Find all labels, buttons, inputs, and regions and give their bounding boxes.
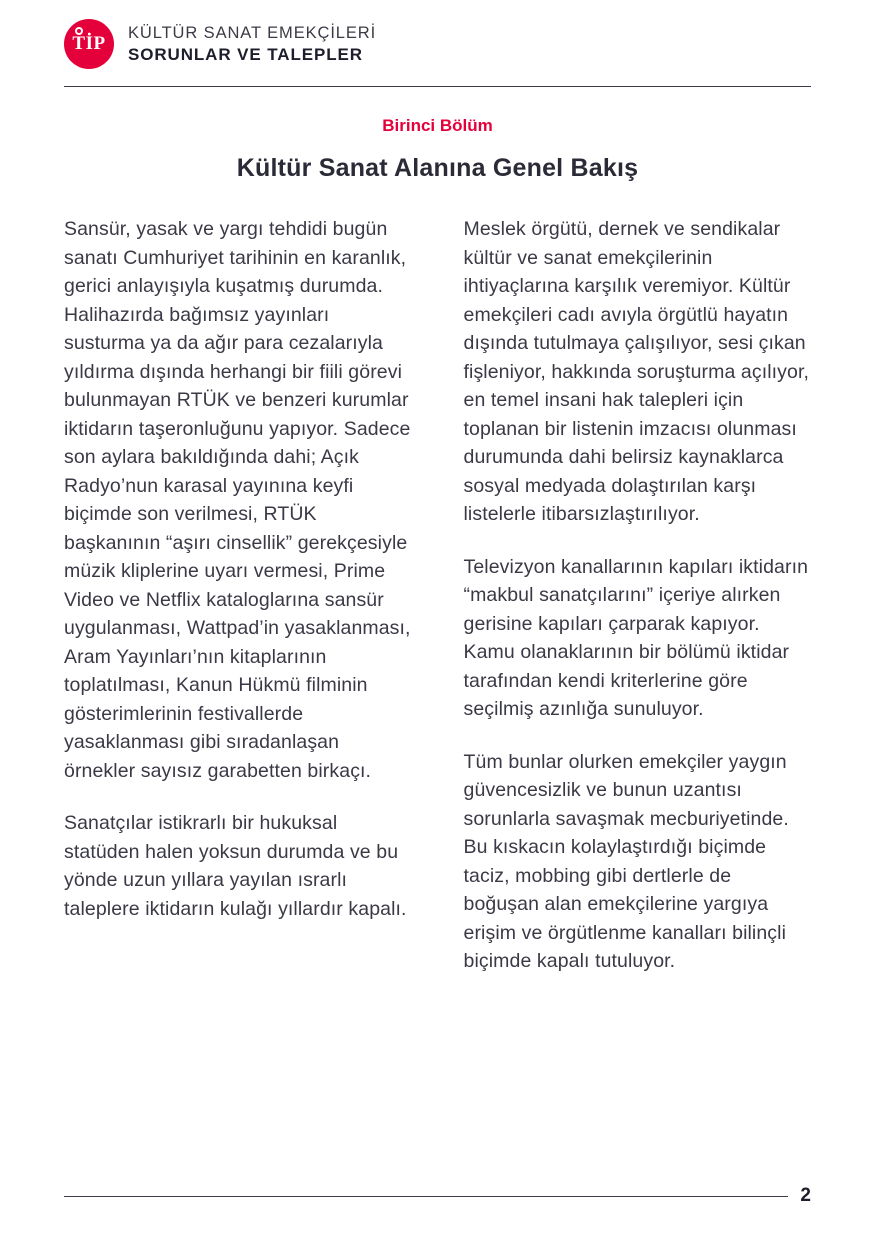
page-number: 2 [800, 1185, 811, 1206]
logo-text: TİP [72, 33, 106, 54]
page-title: Kültür Sanat Alanına Genel Bakış [236, 154, 639, 182]
paragraph: Tüm bunlar olurken emekçiler yaygın güvencesizlik ve bunun uzantısı sorunlarla savaşmak mecburiyetinde. Bu kıskacın kolaylaştırdığı biçimde taciz, mobbing gibi dertlerle de boğuşan alan emekçilerine yargıya erişim ve örgütlenme kanalları bilinçli biçimde kapalı tutuluyor. [463, 750, 789, 972]
header-title-line-1: KÜLTÜR SANAT EMEKÇİLERİ [128, 23, 377, 42]
header-title-line-2: SORUNLAR VE TALEPLER [128, 44, 363, 64]
right-column [464, 215, 812, 976]
tip-party-logo-icon [64, 19, 114, 69]
document-footer [64, 1185, 811, 1207]
left-column [64, 215, 412, 976]
paragraph: Sanatçılar istikrarlı bir hukuksal statüden halen yoksun durumda ve bu yönde uzun yıllara yayılan ısrarlı taleplere iktidarın kulağı yıllardır kapalı. [64, 812, 407, 920]
header-titles [128, 24, 376, 65]
section-kicker: Birinci Bölüm [382, 116, 493, 135]
footer-divider [64, 1196, 788, 1197]
paragraph: Meslek örgütü, dernek ve sendikalar kültür ve sanat emekçilerinin ihtiyaçlarına karşılık veremiyor. Kültür emekçileri cadı avıyla örgütlü hayatın dışında tutulmaya çalışılıyor, sesi çıkan fişleniyor, hakkında soruşturma açılıyor, en temel insani hak talepleri için toplanan bir listenin imzacısı olunması durumunda dahi belirsiz kaynaklarca sosyal medyada dolaştırılan karşı listelerle itibarsızlaştırılıyor. [463, 218, 810, 525]
header-divider [64, 86, 811, 87]
paragraph: Sansür, yasak ve yargı tehdidi bugün sanatı Cumhuriyet tarihinin en karanlık, gerici anlayışıyla kuşatmış durumda. Halihazırda bağımsız yayınları susturma ya da ağır para cezalarıyla yıldırma dışında herhangi bir fiili görevi bulunmayan RTÜK ve benzeri kurumlar iktidarın taşeronluğunu yapıyor. Sadece son aylara bakıldığında dahi; Açık Radyo’nun karasal yayınına keyfi biçimde son verilmesi, RTÜK başkanının “aşırı cinsellik” gerekçesiyle müzik kliplerine uyarı vermesi, Prime Video ve Netflix kataloglarına sansür uygulanması, Wattpad’in yasaklanması, Aram Yayınları’nın kitaplarının toplatılması, Kanun Hükmü filminin gösterimlerinin festivallerde yasaklanması gibi sıradanlaşan örnekler sayısız garabetten birkaçı. [64, 218, 411, 782]
document-header [64, 0, 811, 72]
body-columns [64, 215, 811, 976]
paragraph: Televizyon kanallarının kapıları iktidarın “makbul sanatçılarını” içeriye alırken gerisine kapıları çarparak kapıyor. Kamu olanaklarının bir bölümü iktidar tarafından kendi kriterlerine göre seçilmiş azınlığa sunuluyor. [463, 555, 809, 720]
